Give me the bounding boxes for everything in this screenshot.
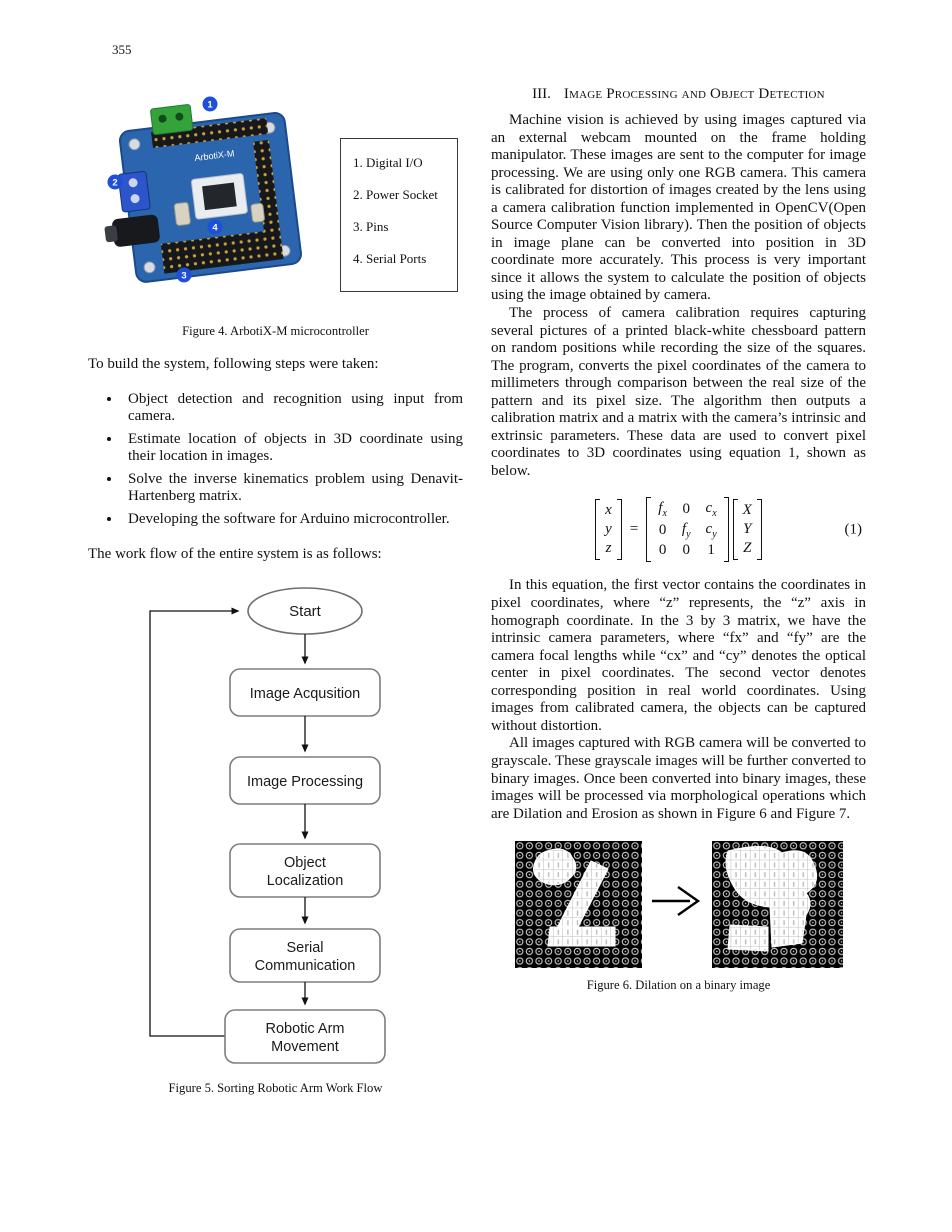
- flowchart-diagram: [88, 582, 463, 1068]
- white-blob: [548, 927, 615, 946]
- matrix-cell: 1: [707, 542, 715, 559]
- capacitor: [251, 203, 265, 222]
- matrix-cell: 0: [682, 501, 690, 518]
- capacitor: [174, 202, 191, 226]
- vector-entry: z: [605, 540, 612, 557]
- dilation-arrow-icon: [642, 841, 712, 968]
- white-blob: [728, 925, 768, 951]
- figure6-caption: Figure 6. Dilation on a binary image: [586, 978, 771, 993]
- left-column: [88, 84, 463, 1096]
- callout-number: 3: [181, 270, 187, 282]
- flowchart-node-label: Communication: [254, 958, 356, 975]
- legend-item-power-socket: 2. Power Socket: [353, 187, 438, 202]
- vector-entry: X: [742, 502, 752, 519]
- step-item: • Developing the software for Arduino microcontroller.: [122, 511, 463, 529]
- matrix-cell: 0: [682, 542, 690, 559]
- legend-item-digital-io: 1. Digital I/O: [353, 155, 423, 170]
- steps-list: [88, 391, 463, 529]
- figure4-legend: [340, 138, 458, 292]
- callout-4: [208, 220, 223, 235]
- flowchart-node-label: Image Acqusition: [249, 686, 361, 703]
- figure5-caption: Figure 5. Sorting Robotic Arm Work Flow: [168, 1081, 383, 1096]
- workflow-text: The work flow of the entire system is as follows:: [88, 546, 382, 563]
- step-item: • Solve the inverse kinematics problem using Denavit-Hartenberg matrix.: [122, 471, 463, 506]
- board-silkscreen-label: ArbotiX-M: [193, 148, 235, 164]
- callout-3: [177, 268, 192, 283]
- figure6-content: [491, 841, 866, 968]
- flowchart-node-label: Object: [284, 855, 326, 872]
- callout-number: 1: [207, 99, 213, 111]
- matrix-cell: $f_x$: [658, 500, 667, 520]
- intro-text: To build the system, following steps were taken:: [88, 356, 379, 373]
- paragraph-machine-vision: Machine vision is achieved by using images captured via an external webcam mounted on the frame holding manipulator. These images are sent to the computer for image processing. We are using only one RGB camera. This camera is calibrated for distortion of images created by the lens using a camera calibration function implemented in OpenCV(Open Source Computer Vision library). Then the position of objects in image plane can be converted into position in 3D coordinate more accurately. This process is very important since it allows the system to calculate the position of objects using the image obtained by camera.: [491, 112, 866, 304]
- figure6: [491, 841, 866, 993]
- world-vector: [733, 499, 762, 560]
- legend-item-serial-ports: 4. Serial Ports: [353, 251, 427, 266]
- green-terminal-block: [150, 104, 193, 135]
- arbotix-board-image: [88, 90, 334, 312]
- flowchart-node-label: Start: [289, 603, 321, 621]
- paragraph-morphological-operations: All images captured with RGB camera will be converted to grayscale. These grayscale images will be further converted to binary images. Once been converted into binary images, these images will be processed via morphological operations which are Dilation and Erosion as shown in Figure 6 and Figure 7.: [491, 735, 866, 822]
- paragraph-calibration: The process of camera calibration requires capturing several pictures of a printed black-white chessboard pattern on random positions while recording the size of the squares. The program, converts the pixel coordinates of the camera to millimeters through comparison between the real size of the pattern and its pixel size. The algorithm then outputs a calibration matrix and a matrix with the camera’s intrinsic and extrinsic parameters. These data are used to convert pixel coordinates to 3D coordinates using equation 1, shown as below.: [491, 305, 866, 479]
- right-column: [491, 84, 866, 1096]
- matrix-cell: $c_y$: [705, 521, 717, 541]
- section-number: III.: [532, 86, 551, 102]
- vector-entry: y: [605, 521, 612, 538]
- power-socket-tip: [104, 225, 118, 242]
- vector-entry: Z: [743, 540, 752, 557]
- paragraph-equation-explanation: In this equation, the first vector contains the coordinates in pixel coordinates, where “z” represents, the “z” axis in homograph coordinate. In the 3 by 3 matrix, we have the intrinsic camera parameters, where “fx” and “fy” are the camera focal lengths while “cx” and “cy” denotes the optical center in pixel coordinates. The second vector denotes corresponding position in real world coordinates. Using images from calibrated camera, the objects can be captured without distortion.: [491, 577, 866, 734]
- power-socket: [111, 214, 160, 247]
- equation-number: (1): [844, 521, 862, 538]
- flowchart-node-label: Image Processing: [246, 774, 364, 791]
- matrix-cell: $f_y$: [681, 521, 691, 541]
- vector-entry: Y: [743, 521, 752, 538]
- binary-image-before: [515, 841, 642, 968]
- pixel-vector: [595, 499, 622, 560]
- two-column-layout: [88, 84, 866, 1096]
- callout-number: 4: [212, 222, 218, 234]
- equation-1: [491, 497, 866, 562]
- flowchart-node-label: Robotic Arm: [265, 1021, 345, 1038]
- bracket-right: [617, 499, 622, 560]
- page-number: 355: [112, 42, 132, 57]
- callout-number: 2: [112, 177, 118, 189]
- callout-1: [203, 97, 218, 112]
- step-item: • Estimate location of objects in 3D coordinate using their location in images.: [122, 431, 463, 466]
- legend-item-pins: 3. Pins: [353, 219, 389, 234]
- microcontroller-chip: [202, 182, 237, 210]
- step-item: • Object detection and recognition using input from camera.: [122, 391, 463, 426]
- figure4-content: [88, 90, 463, 312]
- flowchart-node-label: Serial: [286, 940, 324, 957]
- figure4-caption: Figure 4. ArbotiX-M microcontroller: [182, 324, 369, 338]
- flowchart-node-label: Localization: [266, 873, 344, 890]
- matrix-cell: 0: [658, 542, 667, 559]
- callout-2: [108, 175, 123, 190]
- section-heading: [491, 86, 866, 103]
- figure5-flowchart: [88, 582, 463, 1073]
- section-title: Image Processing and Object Detection: [563, 86, 825, 102]
- matrix-cell: 0: [658, 522, 667, 539]
- binary-image-after: [712, 841, 843, 968]
- flowchart-node-label: Movement: [271, 1039, 339, 1056]
- equals-sign: =: [629, 521, 639, 538]
- blue-terminal-block: [118, 171, 150, 212]
- bracket-right: [757, 499, 762, 560]
- flowchart-feedback-line: [150, 611, 238, 1036]
- matrix-cell: $c_x$: [705, 500, 717, 520]
- vector-entry: x: [605, 502, 612, 519]
- camera-matrix: [646, 497, 728, 562]
- bracket-right: [724, 497, 729, 562]
- figure4: [88, 90, 463, 339]
